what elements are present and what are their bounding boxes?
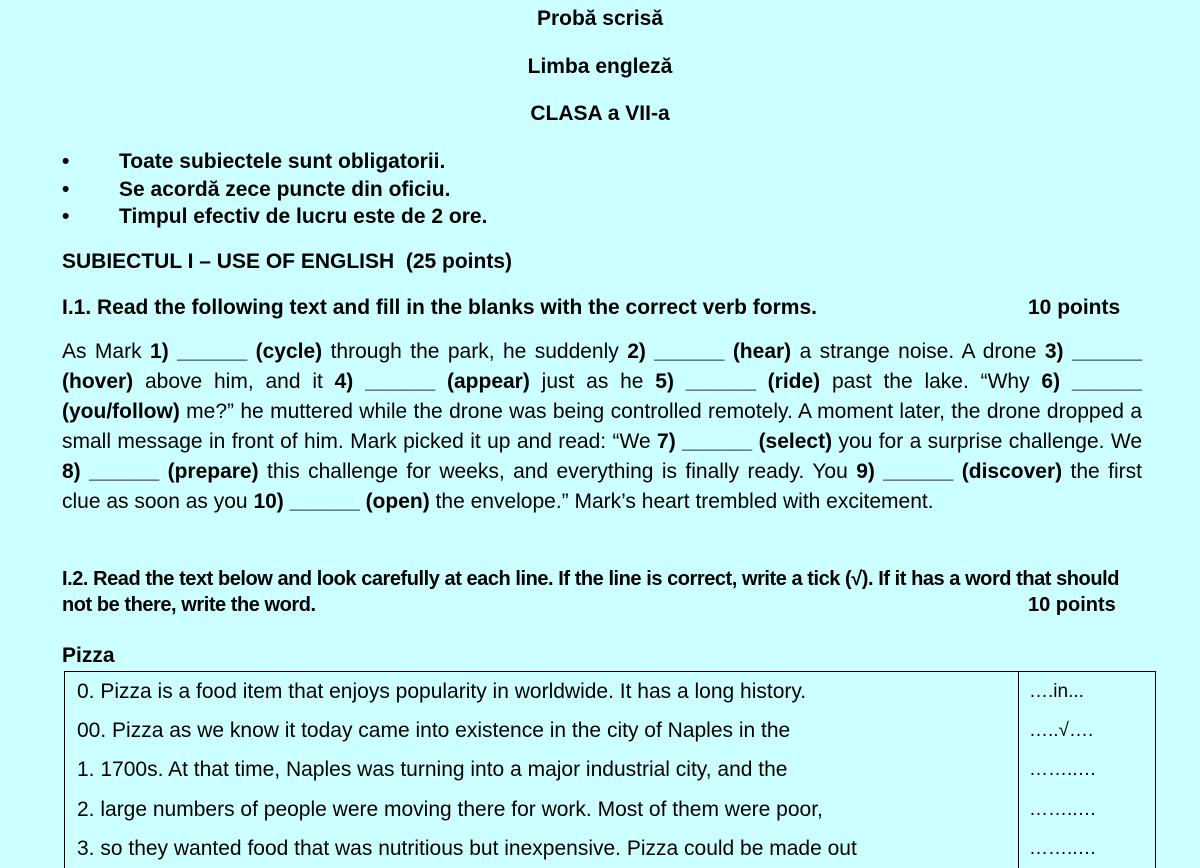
- gap-number: 4): [334, 370, 354, 393]
- instruction-item: • Toate subiectele sunt obligatorii.: [62, 148, 487, 176]
- bullet-icon: •: [62, 205, 70, 228]
- table-row: [65, 751, 1156, 790]
- answer-cell: ……..…: [1019, 790, 1156, 829]
- line-text: 3. so they wanted food that was nutritious but inexpensive. Pizza could be made out: [65, 829, 1019, 868]
- answer-cell: ……..…: [1019, 829, 1156, 868]
- subject-title: Limba engleză: [527, 55, 673, 78]
- gap-blank: ______: [1060, 370, 1142, 393]
- answer-cell: ……..…: [1019, 751, 1156, 790]
- exercise-2-table: [64, 671, 1156, 868]
- verb-hint: (cycle): [255, 340, 323, 363]
- table-row: [65, 711, 1156, 750]
- exercise-2-title: I.2. Read the text below and look carefully at each line. If the line is correct, write a tick (√). If it has a word that should not be there, write the word.: [62, 568, 1119, 616]
- answer-cell: ….in...: [1019, 672, 1156, 712]
- gap-blank: ______: [1063, 340, 1143, 363]
- gap-blank: ______: [283, 490, 366, 513]
- gap-blank: ______: [673, 370, 768, 393]
- exercise-1-points: 10 points: [1028, 296, 1121, 319]
- bullet-icon: •: [62, 177, 70, 201]
- gap-blank: ______: [675, 430, 759, 453]
- gap-number: 8): [62, 460, 81, 483]
- section-heading: SUBIECTUL I – USE OF ENGLISH (25 points): [62, 250, 512, 273]
- verb-hint: (hover): [62, 370, 134, 393]
- gap-number: 2): [627, 340, 646, 363]
- gap-blank: ______: [645, 340, 733, 363]
- gap-number: 1): [150, 340, 169, 363]
- class-title: CLASA a VII-a: [530, 102, 670, 125]
- gap-number: 6): [1041, 370, 1061, 393]
- gap-number: 5): [655, 370, 674, 393]
- exam-type-title: Probă scrisă: [536, 7, 664, 30]
- exercise-1-heading: [62, 296, 1121, 320]
- exercise-2-heading: [62, 566, 1142, 618]
- line-text: 00. Pizza as we know it today came into existence in the city of Naples in the: [65, 711, 1019, 750]
- exercise-1-text: As Mark 1) ______ (cycle) through the park, he suddenly 2) ______ (hear) a strange noise. A drone 3) ______ (hover) above him, and it 4) ______ (appear) just as he 5) ______ (ride) past the lake. “Why 6) ______ (you/follow) me?” he muttered while the drone was being controlled remotely. A moment later, the drone dropped a small message in front of him. Mark picked it up and read: “We 7) ______ (select) you for a surprise challenge. We 8) ______ (prepare) this challenge for weeks, and everything is finally ready. You 9) ______ (discover) the first clue as soon as you 10) ______ (open) the envelope.” Mark’s heart trembled with excitement.: [62, 340, 1143, 513]
- line-text: 0. Pizza is a food item that enjoys popularity in worldwide. It has a long history.: [65, 672, 1019, 712]
- verb-hint: (select): [758, 430, 833, 453]
- verb-hint: (you/follow): [62, 400, 180, 423]
- answer-cell: …..√….: [1019, 711, 1156, 750]
- gap-number: 3): [1044, 340, 1064, 363]
- gap-number: 7): [657, 430, 676, 453]
- gap-blank: ______: [80, 460, 168, 483]
- gap-blank: ______: [353, 370, 447, 393]
- instruction-item: • Se acordă zece puncte din oficiu.: [62, 176, 487, 204]
- verb-hint: (prepare): [167, 460, 259, 483]
- table-row: [65, 672, 1156, 712]
- table-row: [65, 790, 1156, 829]
- verb-hint: (open): [365, 490, 430, 513]
- exercise-1-title: I.1. Read the following text and fill in the blanks with the correct verb forms.: [62, 296, 817, 319]
- gap-blank: ______: [168, 340, 256, 363]
- table-row: [65, 829, 1156, 868]
- gap-blank: ______: [874, 460, 962, 483]
- verb-hint: (appear): [447, 370, 530, 393]
- line-text: 1. 1700s. At that time, Naples was turning into a major industrial city, and the: [65, 751, 1019, 790]
- verb-hint: (ride): [767, 370, 821, 393]
- line-text: 2. large numbers of people were moving there for work. Most of them were poor,: [65, 790, 1019, 829]
- instructions-list: [62, 148, 487, 231]
- verb-hint: (discover): [961, 460, 1063, 483]
- gap-number: 9): [856, 460, 875, 483]
- exercise-2-points: 10 points: [1028, 594, 1116, 616]
- instruction-item: • Timpul efectiv de lucru este de 2 ore.: [62, 203, 487, 231]
- gap-number: 10): [253, 490, 284, 513]
- text-title: Pizza: [62, 644, 115, 667]
- verb-hint: (hear): [732, 340, 792, 363]
- bullet-icon: •: [62, 150, 70, 173]
